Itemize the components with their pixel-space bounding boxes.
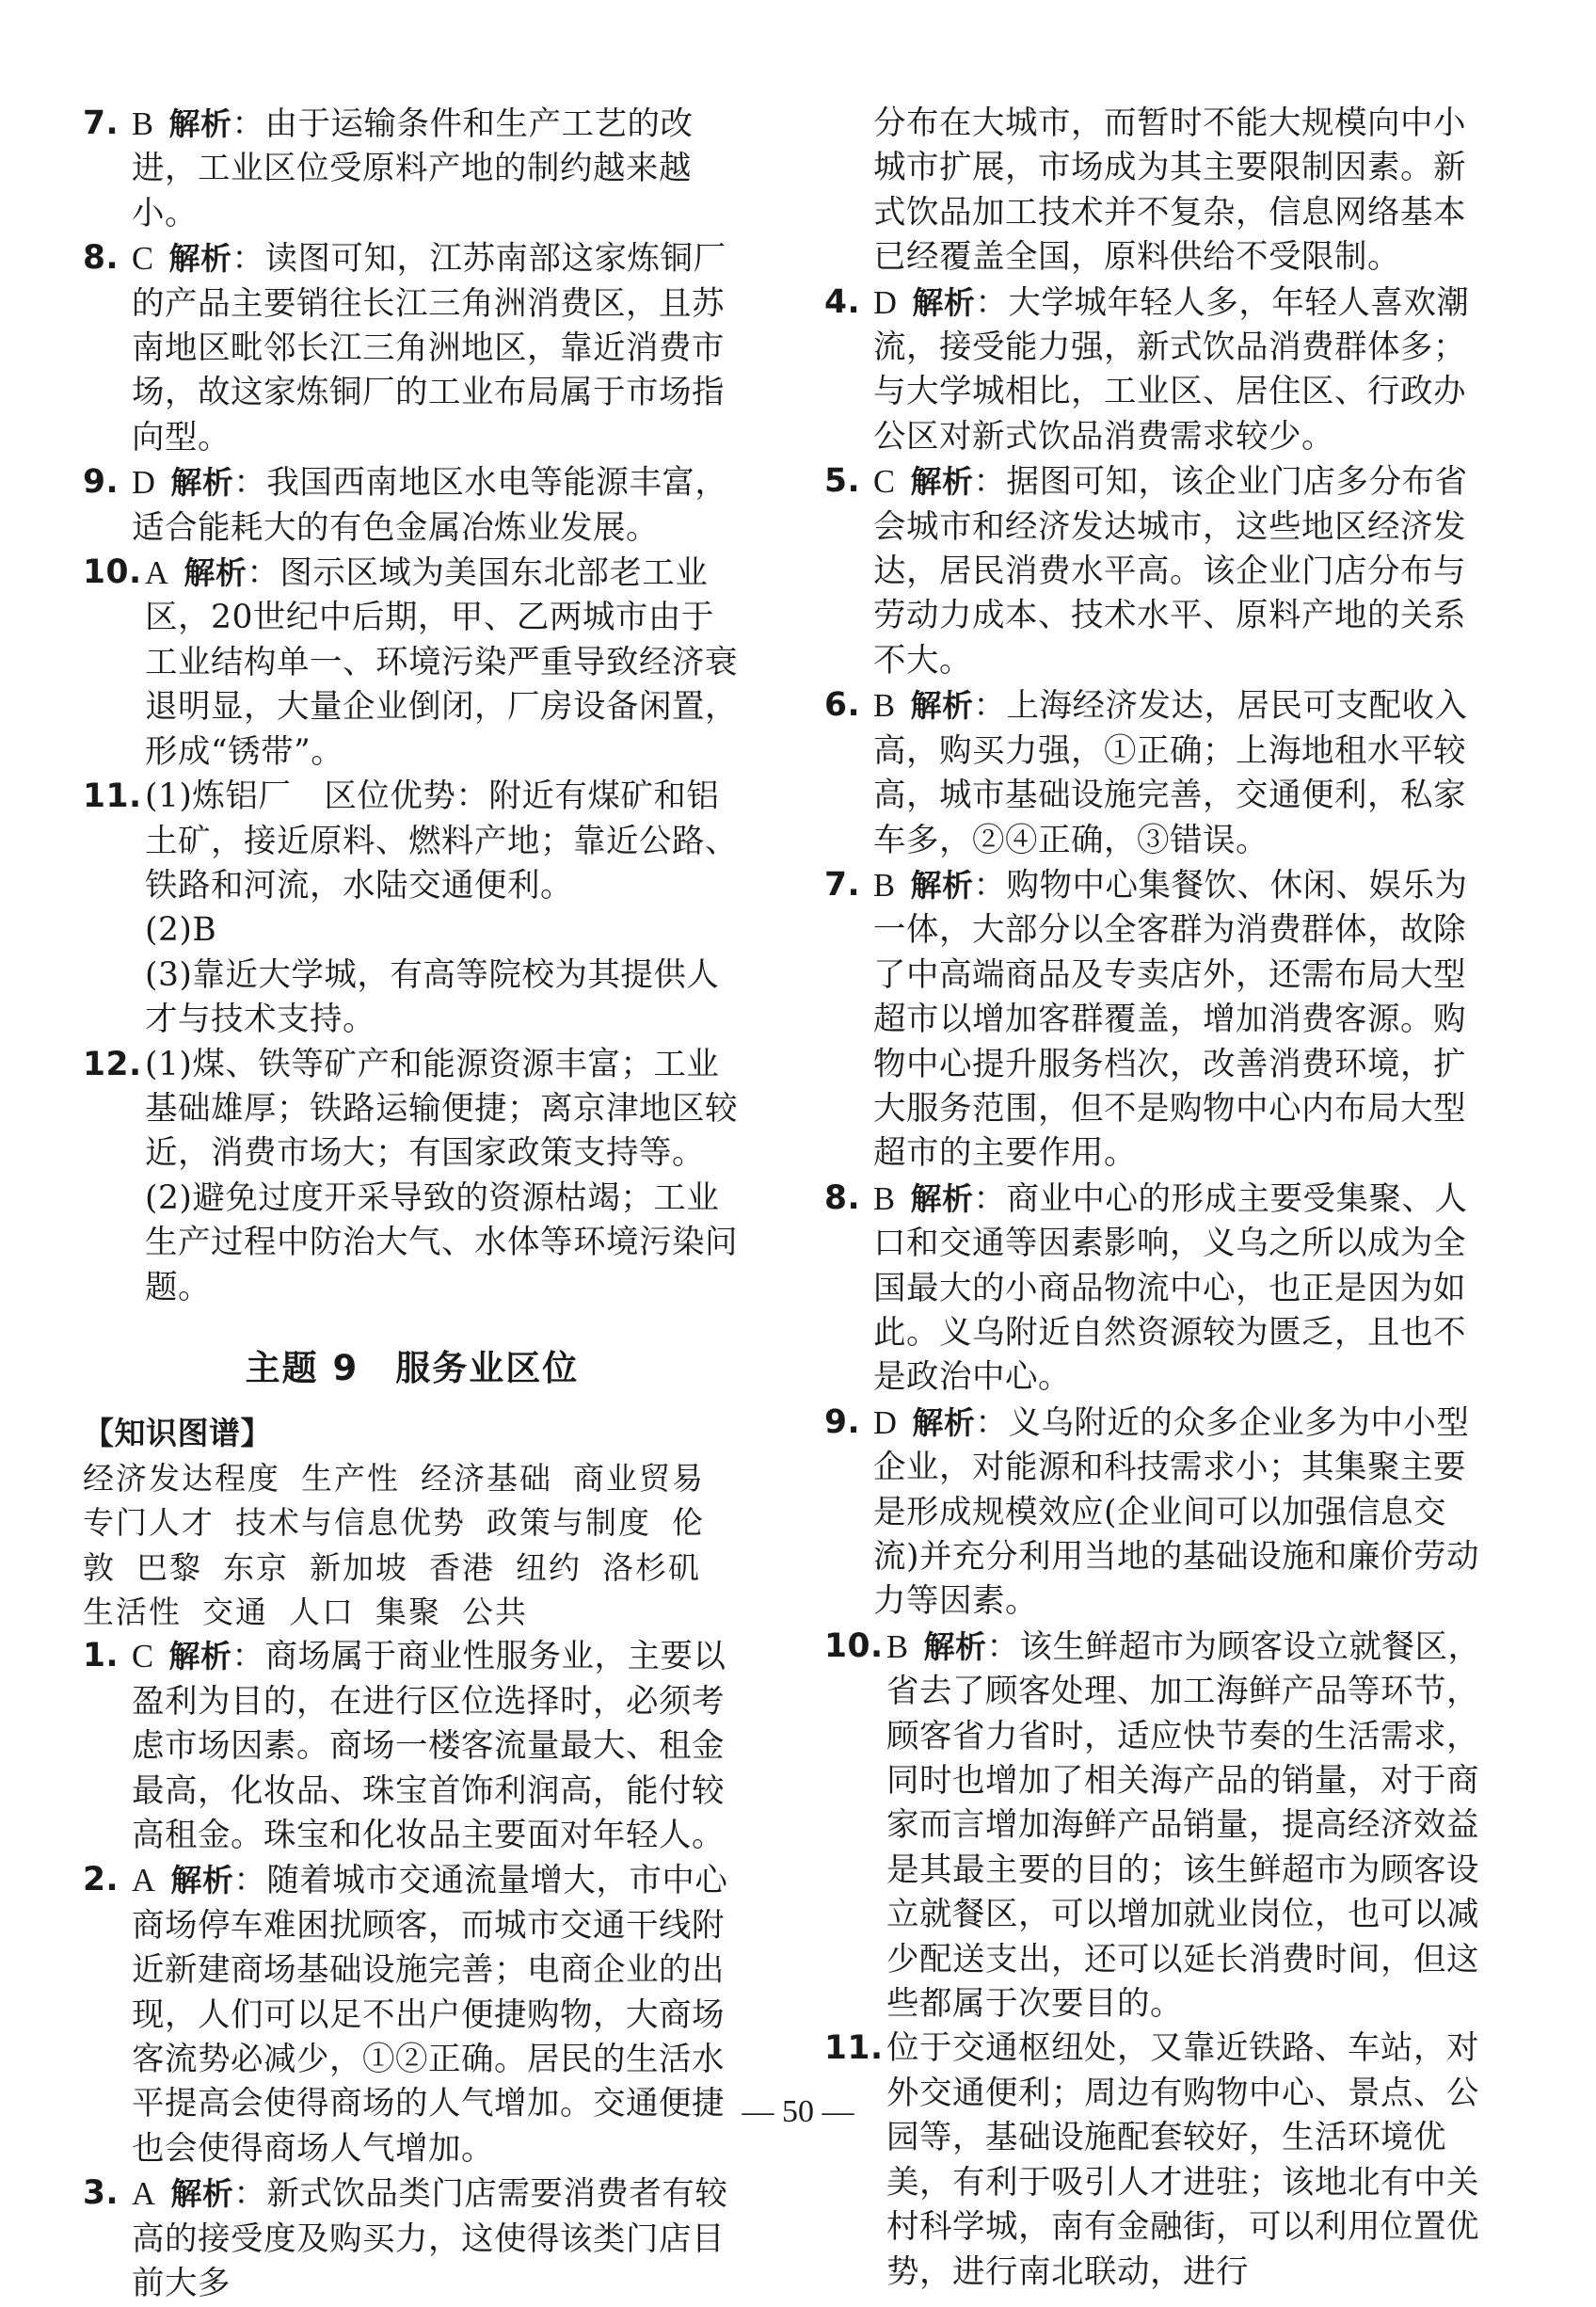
answer-9 (83, 460, 742, 551)
analysis-label: 解析 (184, 554, 247, 592)
answer-letter: D (132, 465, 156, 502)
knowledge-term: 生产性 (301, 1459, 400, 1497)
knowledge-term: 政策与制度 (487, 1504, 651, 1542)
question-number: 10. (83, 553, 142, 592)
answer-8 (83, 236, 742, 460)
analysis-label: 解析 (910, 687, 974, 725)
answer-10 (824, 1625, 1483, 2027)
analysis-text: ：该生鲜超市为顾客设立就餐区，省去了顾客处理、加工海鲜产品等环节，顾客省力省时，适应快节奏的生活需求，同时也增加了相关海产品的销量，对于商家而言增加海鲜产品销量，提高经济效益是其最主要的目的；该生鲜超市为顾客设立就餐区，可以增加就业岗位，也可以减少配送支出，还可以延长消费时间，但这些都属于次要目的。 (886, 1627, 1481, 2024)
answer-3 (83, 2171, 742, 2306)
knowledge-term: 专门人才 (83, 1504, 215, 1542)
knowledge-term: 技术与信息优势 (235, 1504, 466, 1542)
analysis-text: ：读图可知，江苏南部这家炼铜厂的产品主要销往长江三角洲消费区，且苏南地区毗邻长江三角洲地区，靠近消费市场，故这家炼铜厂的工业布局属于市场指向型。 (132, 240, 726, 457)
knowledge-term: 洛杉矶 (602, 1548, 701, 1586)
answer-6 (824, 683, 1483, 863)
answer-9 (824, 1401, 1483, 1625)
question-number: 3. (83, 2174, 120, 2213)
analysis-label: 解析 (168, 240, 232, 278)
answer-4 (824, 280, 1483, 460)
question-number: 7. (824, 865, 861, 904)
answer-part-1: (1)煤、铁等矿产和能源资源丰富；工业基础雄厚；铁路运输便捷；离京津地区较近，消费市场大；有国家政策支持等。 (145, 1045, 738, 1173)
answer-letter: A (132, 1863, 156, 1899)
answer-letter: B (873, 688, 896, 725)
knowledge-term: 巴黎 (136, 1548, 202, 1586)
answer-1 (83, 1634, 742, 1858)
answer-letter: B (132, 106, 154, 142)
answer-letter: C (873, 464, 896, 501)
knowledge-map-terms (83, 1456, 742, 1635)
answer-8 (824, 1177, 1483, 1401)
analysis-text: ：商场属于商业性服务业，主要以盈利为目的，在进行区位选择时，必须考虑市场因素。商场一楼客流量最大、租金最高，化妆品、珠宝首饰利润高，能付较高租金。珠宝和化妆品主要面对年轻人。 (132, 1638, 726, 1855)
analysis-label: 解析 (912, 1403, 976, 1441)
question-number: 12. (83, 1045, 142, 1083)
question-number: 5. (824, 462, 861, 501)
knowledge-map-heading: 【知识图谱】 (83, 1415, 272, 1452)
answer-letter: B (873, 867, 896, 904)
analysis-text: ：大学城年轻人多，年轻人喜欢潮流，接受能力强，新式饮品消费群体多；与大学城相比，工业区、居住区、行政办公区对新式饮品消费需求较少。 (873, 283, 1470, 456)
question-number: 7. (83, 104, 120, 142)
answer-letter: B (886, 1628, 909, 1665)
knowledge-term: 香港 (429, 1548, 495, 1586)
question-number: 9. (83, 463, 120, 502)
analysis-text: ：图示区域为美国东北部老工业区，20世纪中后期，甲、乙两城市由于工业结构单一、环境污染严重导致经济衰退明显，大量企业倒闭，厂房设备闲置，形成“锈带”。 (145, 554, 738, 771)
analysis-text: ：购物中心集餐饮、休闲、娱乐为一体，大部分以全客群为消费群体，故除了中高端商品及专卖店外，还需布局大型超市以增加客群覆盖，增加消费客源。购物中心提升服务档次，改善消费环境，扩大服务范围，但不是购物中心内布局大型超市的主要作用。 (873, 866, 1468, 1173)
topic-title: 主题 9 服务业区位 (245, 1347, 580, 1388)
analysis-label: 解析 (923, 1627, 987, 1665)
answer-11 (824, 2027, 1483, 2294)
answer-12 (83, 1043, 742, 1177)
analysis-label: 解析 (910, 866, 974, 904)
knowledge-term: 公共 (462, 1594, 528, 1630)
analysis-label: 解析 (168, 105, 232, 142)
knowledge-term: 生活性 (83, 1594, 182, 1630)
knowledge-term: 伦敦 (83, 1504, 705, 1586)
analysis-label: 解析 (910, 463, 974, 501)
page-number: — 50 — (742, 2094, 854, 2129)
answer-part-3: (3)靠近大学城，有高等院校为其提供人才与技术支持。 (145, 955, 720, 1039)
question-number: 2. (83, 1861, 120, 1899)
analysis-label: 解析 (168, 1638, 232, 1675)
question-number: 8. (824, 1178, 861, 1217)
knowledge-term: 商业贸易 (573, 1459, 705, 1497)
answer-letter: C (132, 241, 154, 278)
question-number: 4. (824, 282, 861, 321)
answer-text: 位于交通枢纽处，又靠近铁路、车站，对外交通便利；周边有购物中心、景点、公园等，基础设施配套较好，生活环境优美，有利于吸引人才进驻；该地北有中关村科学城，南有金融街，可以利用位置优势，进行南北联动，进行 (886, 2029, 1479, 2291)
analysis-label: 解析 (170, 2175, 234, 2213)
analysis-text: ：义乌附近的众多企业多为中小型企业，对能源和科技需求小；其集聚主要是形成规模效应(企业间可以加强信息交流)并充分利用当地的基础设施和廉价劳动力等因素。 (873, 1403, 1479, 1621)
answer-3-continued: 分布在大城市，而暂时不能大规模向中小城市扩展，市场成为其主要限制因素。新式饮品加工技术并不复杂，信息网络基本已经覆盖全国，原料供给不受限制。 (873, 104, 1466, 277)
answer-part-2: (2)B (145, 911, 217, 950)
question-number: 8. (83, 239, 120, 278)
analysis-label: 解析 (910, 1179, 974, 1217)
analysis-text: ：据图可知，该企业门店多分布省会城市和经济发达城市，这些地区经济发达，居民消费水平高。该企业门店分布与劳动力成本、技术水平、原料产地的关系不大。 (873, 463, 1468, 680)
answer-letter: D (873, 284, 898, 321)
answer-part-2: (2)避免过度开采导致的资源枯竭；工业生产过程中防治大气、水体等环境污染问题。 (145, 1178, 738, 1306)
analysis-text: ：商业中心的形成主要受集聚、人口和交通等因素影响，义乌之所以成为全国最大的小商品物流中心，也正是因为如此。义乌附近自然资源较为匮乏，且也不是政治中心。 (873, 1179, 1468, 1397)
knowledge-term: 新加坡 (310, 1548, 408, 1586)
analysis-text: ：我国西南地区水电等能源丰富，适合能耗大的有色金属冶炼业发展。 (132, 464, 728, 547)
answer-11 (83, 775, 742, 908)
knowledge-term: 经济基础 (421, 1459, 552, 1497)
question-number: 1. (83, 1637, 120, 1675)
knowledge-term: 纽约 (516, 1548, 582, 1586)
answer-part-1: (1)炼铝厂 区位优势：附近有煤矿和铝土矿，接近原料、燃料产地；靠近公路、铁路和河流，水陆交通便利。 (145, 777, 738, 905)
answer-letter: D (873, 1404, 898, 1441)
knowledge-term: 经济发达程度 (83, 1459, 280, 1497)
answer-letter: A (132, 2176, 156, 2213)
analysis-text: ：随着城市交通流量增大，市中心商场停车难困扰顾客，而城市交通干线附近新建商场基础设施完善；电商企业的出现，人们可以足不出户便捷购物，大商场客流势必减少，①②正确。居民的生活水平提高会使得商场的人气增加。交通便捷也会使得商场人气增加。 (132, 1862, 728, 2168)
answer-letter: B (873, 1180, 896, 1217)
question-number: 9. (824, 1402, 861, 1441)
analysis-label: 解析 (170, 464, 234, 502)
analysis-text: ：新式饮品类门店需要消费者有较高的接受度及购买力，这使得该类门店目前大多 (132, 2175, 728, 2303)
answer-letter: A (145, 555, 169, 592)
left-column (83, 102, 742, 2307)
knowledge-term: 人口 (289, 1594, 355, 1630)
answer-7 (83, 102, 742, 236)
question-number: 6. (824, 686, 861, 725)
answer-5 (824, 459, 1483, 683)
question-number: 11. (83, 777, 142, 816)
answer-letter: C (132, 1639, 154, 1675)
knowledge-term: 集聚 (375, 1594, 441, 1630)
knowledge-term: 交通 (202, 1594, 268, 1630)
question-number: 10. (824, 1626, 884, 1665)
analysis-text: ：上海经济发达，居民可支配收入高，购买力强，①正确；上海地租水平较高，城市基础设施完善，交通便利，私家车多，②④正确，③错误。 (873, 687, 1468, 859)
knowledge-term: 东京 (223, 1548, 289, 1586)
question-number: 11. (824, 2029, 884, 2068)
answer-10 (83, 551, 742, 775)
analysis-label: 解析 (912, 283, 976, 321)
analysis-text: ：由于运输条件和生产工艺的改进，工业区位受原料产地的制约越来越小。 (132, 105, 694, 232)
answer-7 (824, 863, 1483, 1177)
analysis-label: 解析 (170, 1862, 234, 1899)
right-column (824, 102, 1483, 2295)
